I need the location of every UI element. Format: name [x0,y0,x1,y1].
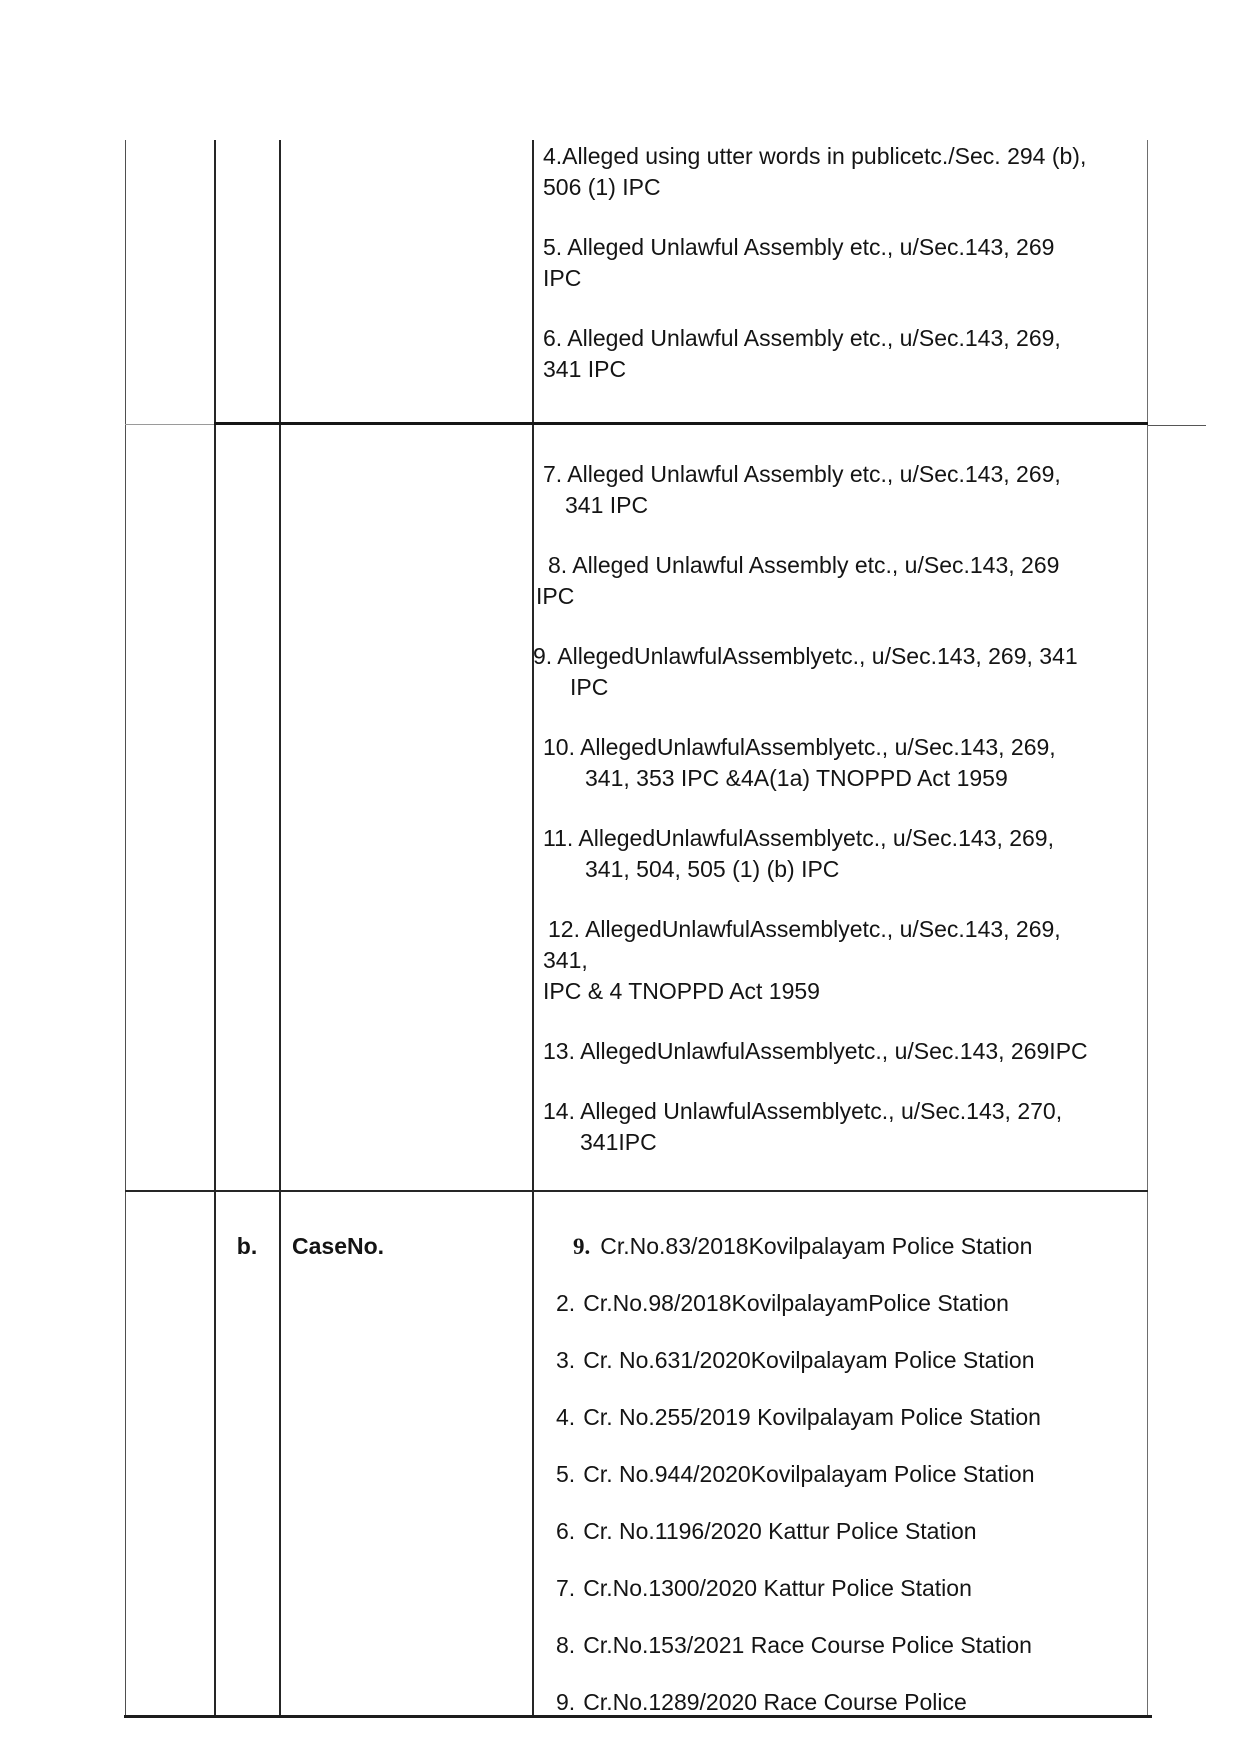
column-divider-label [279,140,281,1716]
offense-line: IPC [536,583,575,609]
case-number: 7. [556,1575,576,1601]
offense-item-9 [532,641,1148,703]
case-item [532,1573,1148,1604]
case-number: 5. [556,1461,576,1487]
row-label-title [292,1190,532,1262]
case-item [532,1516,1148,1547]
case-number: 4. [556,1404,576,1430]
offense-item-5 [532,232,1148,294]
case-item [532,1459,1148,1490]
offense-item-10 [532,732,1148,794]
case-number: 9. [556,1689,576,1715]
offense-line: 13. AllegedUnlawfulAssemblyetc., u/Sec.143, 269IPC [543,1038,1088,1064]
offense-list-cell-continued [532,141,1148,414]
offense-line: 506 (1) IPC [543,174,661,200]
offense-line: 341, 504, 505 (1) (b) IPC [585,856,840,882]
offense-line: IPC [570,674,609,700]
offense-list-cell [532,423,1148,1187]
case-text: Cr.No.1300/2020 Kattur Police Station [583,1575,972,1601]
offense-line: 341, 353 IPC &4A(1a) TNOPPD Act 1959 [585,765,1008,791]
offense-item-8 [532,550,1148,612]
case-text: Cr. No.1196/2020 Kattur Police Station [583,1518,977,1544]
case-item [532,1687,1148,1718]
offense-item-11 [532,823,1148,885]
offense-item-13 [532,1036,1148,1067]
case-number: 2. [556,1290,576,1316]
offense-line: 341, [543,947,588,973]
offense-item-14 [532,1096,1148,1158]
offense-line: 341 IPC [543,356,627,382]
case-number: 3. [556,1347,576,1373]
case-text: Cr.No.153/2021 Race Course Police Station [583,1632,1032,1658]
offense-line: 10. AllegedUnlawfulAssemblyetc., u/Sec.143, 269, [543,734,1056,760]
row-label-letter-text: b. [236,1233,258,1259]
case-item [532,1402,1148,1433]
offense-line: 9. AllegedUnlawfulAssemblyetc., u/Sec.143, 269, 341 [533,643,1078,669]
case-list-cell [532,1190,1148,1744]
case-text: Cr. No.631/2020Kovilpalayam Police Station [583,1347,1035,1373]
offense-line: IPC & 4 TNOPPD Act 1959 [543,978,820,1004]
row-divider-top-left-segment [125,424,215,425]
offense-line: 5. Alleged Unlawful Assembly etc., u/Sec.143, 269 [543,234,1055,260]
row-label-letter [215,1190,279,1262]
offense-line: 6. Alleged Unlawful Assembly etc., u/Sec.143, 269, [543,325,1061,351]
row-label-title-text: CaseNo. [292,1233,385,1259]
offense-line: 11. AllegedUnlawfulAssemblyetc., u/Sec.143, 269, [543,825,1054,851]
offense-line: 341IPC [580,1129,657,1155]
case-item [532,1345,1148,1376]
offense-item-7 [532,459,1148,521]
case-item [532,1288,1148,1319]
case-number: 6. [556,1518,576,1544]
case-text: Cr. No.944/2020Kovilpalayam Police Station [583,1461,1035,1487]
case-text: Cr.No.1289/2020 Race Course Police [583,1689,967,1715]
case-text: Cr.No.98/2018KovilpalayamPolice Station [583,1290,1009,1316]
case-item [532,1231,1148,1262]
offense-line: 14. Alleged UnlawfulAssemblyetc., u/Sec.143, 270, [543,1098,1063,1124]
offense-line: 341 IPC [565,492,649,518]
table-border-left [125,140,126,1716]
offense-line: 7. Alleged Unlawful Assembly etc., u/Sec.143, 269, [543,461,1061,487]
row-divider-top-right-extension [1148,425,1206,426]
offense-item-6 [532,323,1148,385]
column-divider-serial [214,140,216,1716]
case-text: Cr.No.83/2018Kovilpalayam Police Station [600,1233,1033,1259]
case-text: Cr. No.255/2019 Kovilpalayam Police Station [583,1404,1041,1430]
offense-line: 12. AllegedUnlawfulAssemblyetc., u/Sec.143, 269, [548,916,1061,942]
offense-item-12 [532,914,1148,1007]
case-number: 9. [573,1234,591,1259]
offense-line: IPC [543,265,582,291]
case-number: 8. [556,1632,576,1658]
case-item [532,1630,1148,1661]
offense-item-4 [532,141,1148,203]
offense-line: 4.Alleged using utter words in publicetc./Sec. 294 (b), [543,143,1087,169]
offense-line: 8. Alleged Unlawful Assembly etc., u/Sec.143, 269 [548,552,1060,578]
